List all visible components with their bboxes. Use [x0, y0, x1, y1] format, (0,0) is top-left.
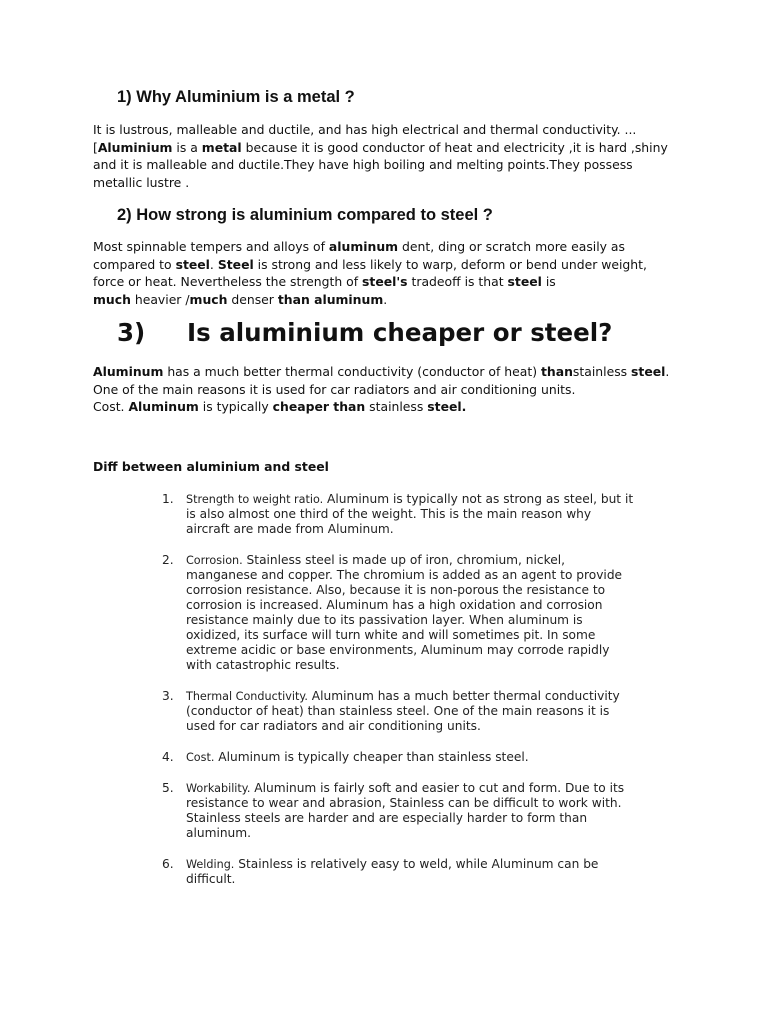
diff-list-item: [150, 857, 710, 887]
question-2-heading: 2) How strong is aluminium compared to steel ?: [117, 206, 493, 224]
list-item-line: corrosion is increased. Aluminum has a high oxidation and corrosion: [186, 598, 603, 612]
list-item-line: Corrosion. Stainless steel is made up of iron, chromium, nickel,: [186, 553, 565, 567]
list-item-lead: Corrosion.: [186, 554, 243, 567]
question-3-number: 3): [117, 318, 146, 347]
list-item-line: corrosion resistance. Also, because it is non-porous the resistance to: [186, 583, 606, 597]
paragraph-line: Cost. Aluminum is typically cheaper than stainless steel.: [93, 399, 467, 415]
list-item-line: oxidized, its surface will turn white and will sometimes pit. In some: [186, 628, 596, 642]
paragraph-line: Aluminum has a much better thermal conductivity (conductor of heat) thanstainless steel.: [93, 364, 670, 379]
paragraph-line: [Aluminium is a metal because it is good conductor of heat and electricity ,it is hard ,shiny: [93, 139, 668, 155]
diff-list-item: [150, 781, 710, 841]
list-item-line: aluminum.: [186, 826, 252, 840]
list-item-lead: Cost.: [186, 751, 215, 764]
list-item-line: Welding. Stainless is relatively easy to weld, while Aluminum can be: [186, 857, 599, 871]
diff-list-item: [150, 750, 710, 765]
list-item-number: 2.: [162, 553, 174, 567]
paragraph-line: Most spinnable tempers and alloys of aluminum dent, ding or scratch more easily as: [93, 239, 625, 254]
list-item-line: with catastrophic results.: [186, 658, 340, 672]
question-1-heading: 1) Why Aluminium is a metal ?: [117, 88, 355, 106]
paragraph-line: force or heat. Nevertheless the strength of steel's tradeoff is that steel is: [93, 274, 556, 290]
paragraph-line: and it is malleable and ductile.They have high boiling and melting points.They possess: [93, 157, 633, 173]
paragraph-line: It is lustrous, malleable and ductile, and has high electrical and thermal conductivity. ...: [93, 122, 637, 137]
list-item-number: 4.: [162, 750, 174, 764]
list-item-line: Strength to weight ratio. Aluminum is typically not as strong as steel, but it: [186, 492, 634, 506]
list-item-line: Cost. Aluminum is typically cheaper than stainless steel.: [186, 750, 529, 764]
list-item-line: resistance to wear and abrasion, Stainless can be difficult to work with.: [186, 796, 622, 810]
list-item-line: Workability. Aluminum is fairly soft and easier to cut and form. Due to its: [186, 781, 625, 795]
answer-3-paragraph: [93, 363, 693, 416]
list-item-line: used for car radiators and air conditioning units.: [186, 719, 481, 733]
diff-list: [150, 492, 710, 903]
diff-heading: Diff between aluminium and steel: [93, 459, 329, 474]
list-item-line: Stainless steels are harder and are especially harder to form than: [186, 811, 588, 825]
paragraph-line: much heavier /much denser than aluminum.: [93, 291, 388, 307]
list-item-line: (conductor of heat) than stainless steel. One of the main reasons it is: [186, 704, 610, 718]
paragraph-line: metallic lustre .: [93, 174, 190, 190]
paragraph-line: compared to steel. Steel is strong and less likely to warp, deform or bend under weight,: [93, 256, 647, 272]
list-item-line: extreme acidic or base environments, Aluminum may corrode rapidly: [186, 643, 610, 657]
diff-list-item: [150, 553, 710, 673]
list-item-number: 5.: [162, 781, 174, 795]
list-item-line: manganese and copper. The chromium is added as an agent to provide: [186, 568, 623, 582]
answer-1-paragraph: [93, 121, 693, 191]
list-item-line: aircraft are made from Aluminum.: [186, 522, 394, 536]
question-3-title: Is aluminium cheaper or steel?: [187, 318, 613, 347]
list-item-lead: Thermal Conductivity.: [186, 690, 308, 703]
list-item-lead: Strength to weight ratio.: [186, 493, 324, 506]
answer-2-paragraph: [93, 238, 693, 308]
list-item-lead: Welding.: [186, 858, 235, 871]
list-item-line: resistance mainly due to its passivation layer. When aluminum is: [186, 613, 583, 627]
diff-list-item: [150, 492, 710, 537]
list-item-number: 3.: [162, 689, 174, 703]
list-item-number: 1.: [162, 492, 174, 506]
question-3-heading: [117, 318, 612, 347]
list-item-line: difficult.: [186, 872, 236, 886]
list-item-line: Thermal Conductivity. Aluminum has a much better thermal conductivity: [186, 689, 620, 703]
diff-list-item: [150, 689, 710, 734]
paragraph-line: One of the main reasons it is used for car radiators and air conditioning units.: [93, 381, 576, 397]
list-item-line: is also almost one third of the weight. This is the main reason why: [186, 507, 592, 521]
list-item-number: 6.: [162, 857, 174, 871]
list-item-lead: Workability.: [186, 782, 251, 795]
